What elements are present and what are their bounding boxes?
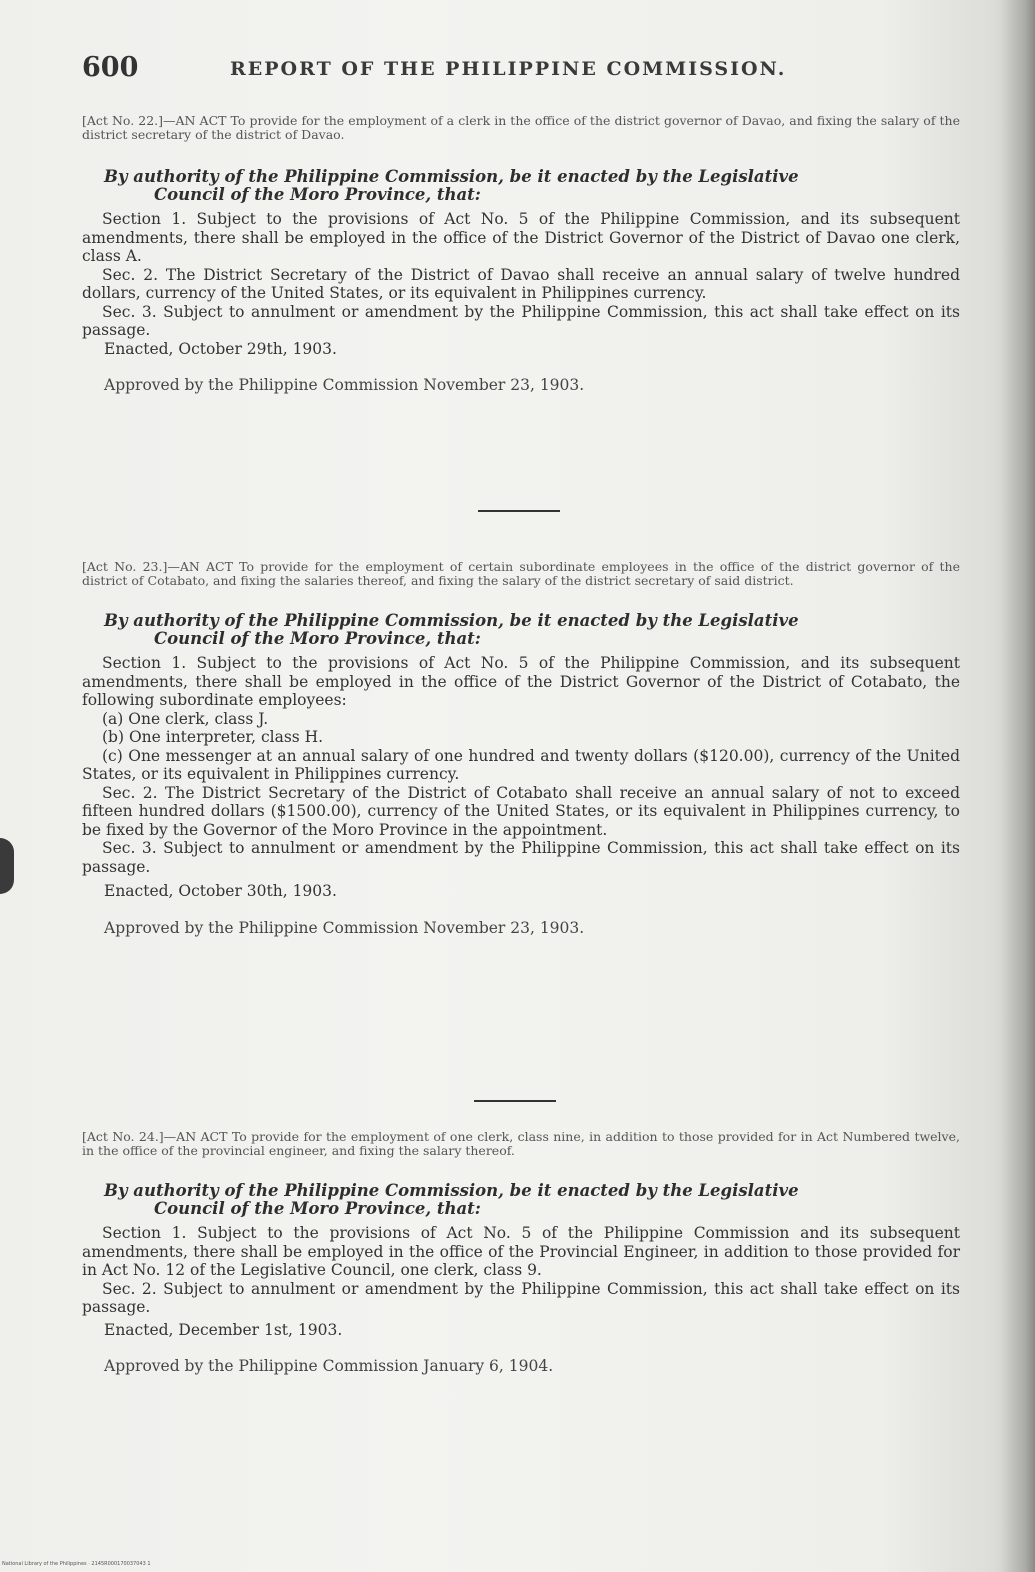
section-paragraph: Sec. 3. Subject to annulment or amendment by the Philippine Commission, this act shall take effect on its passage. [82, 839, 960, 876]
enacting-line-1: By authority of the Philippine Commission, be it enacted by the Legislative [104, 1181, 799, 1200]
list-item: (a) One clerk, class J. [102, 709, 269, 728]
act-23 [82, 560, 960, 937]
enacting-line-1: By authority of the Philippine Commission, be it enacted by the Legislative [104, 611, 799, 630]
list-item: (b) One interpreter, class H. [102, 728, 324, 746]
enacting-line-2: Council of the Moro Province, that: [154, 629, 481, 648]
binding-mark [0, 838, 14, 894]
approved-date: Approved by the Philippine Commission January 6, 1904. [104, 1357, 554, 1375]
page-header [82, 52, 962, 92]
approved-date: Approved by the Philippine Commission November 23, 1903. [104, 376, 585, 394]
section-paragraph: Sec. 2. The District Secretary of the District of Cotabato shall receive an annual salary of not to exceed fifteen hundred dollars ($1500.00), currency of the United States, or its equivalent in Philippines currency, to be fixed by the Governor of the Moro Province in the appointment. [82, 783, 960, 839]
page-shadow [1001, 0, 1035, 1572]
enacting-clause [104, 1182, 960, 1218]
list-item: (c) One messenger at an annual salary of one hundred and twenty dollars ($120.00), currency of the United States, or its equivalent in Philippines currency. [82, 746, 960, 783]
employee-list [82, 710, 960, 784]
enacted-date: Enacted, October 29th, 1903. [104, 339, 337, 358]
act-title: [Act No. 23.]—AN ACT To provide for the employment of certain subordinate employees in the office of the district governor of the district of Cotabato, and fixing the salaries thereof, and fixing the salary of the district secretary of said district. [82, 559, 960, 588]
act-title: [Act No. 22.]—AN ACT To provide for the employment of a clerk in the office of the district governor of Davao, and fixing the salary of the district secretary of the district of Davao. [82, 113, 960, 142]
enacting-line-2: Council of the Moro Province, that: [154, 1199, 481, 1218]
scan-source-footer: National Library of the Philippines · 2145R000170037043 1 [2, 1561, 151, 1567]
enacting-line-2: Council of the Moro Province, that: [154, 185, 481, 204]
act-22 [82, 114, 960, 395]
approved-date: Approved by the Philippine Commission November 23, 1903. [104, 918, 585, 937]
section-divider [474, 1100, 556, 1102]
enacted-date: Enacted, October 30th, 1903. [104, 882, 337, 900]
section-paragraph: Section 1. Subject to the provisions of Act No. 5 of the Philippine Commission, and its subsequent amendments, there shall be employed in the office of the District Governor of the District of Davao one clerk, class A. [82, 210, 960, 265]
running-head: REPORT OF THE PHILIPPINE COMMISSION. [230, 58, 787, 80]
section-paragraph: Sec. 2. The District Secretary of the District of Davao shall receive an annual salary of twelve hundred dollars, currency of the United States, or its equivalent in Philippines currency. [82, 265, 960, 302]
section-paragraph: Section 1. Subject to the provisions of Act No. 5 of the Philippine Commission, and its subsequent amendments, there shall be employed in the office of the District Governor of the District of Cotabato, the following subordinate employees: [82, 654, 960, 709]
enacting-clause [104, 612, 960, 648]
enacted-date: Enacted, December 1st, 1903. [104, 1320, 343, 1339]
section-paragraph: Section 1. Subject to the provisions of Act No. 5 of the Philippine Commission and its subsequent amendments, there shall be employed in the office of the Provincial Engineer, in addition to those provided for in Act No. 12 of the Legislative Council, one clerk, class 9. [82, 1224, 960, 1279]
act-title: [Act No. 24.]—AN ACT To provide for the employment of one clerk, class nine, in addition to those provided for in Act Numbered twelve, in the office of the provincial engineer, and fixing the salary thereof. [82, 1129, 960, 1158]
section-divider [478, 510, 560, 512]
page-number: 600 [82, 52, 139, 83]
act-24 [82, 1130, 960, 1376]
section-paragraph: Sec. 2. Subject to annulment or amendment by the Philippine Commission, this act shall take effect on its passage. [82, 1279, 960, 1316]
section-paragraph: Sec. 3. Subject to annulment or amendment by the Philippine Commission, this act shall take effect on its passage. [82, 302, 960, 339]
enacting-clause [104, 168, 960, 204]
enacting-line-1: By authority of the Philippine Commission, be it enacted by the Legislative [104, 167, 799, 186]
